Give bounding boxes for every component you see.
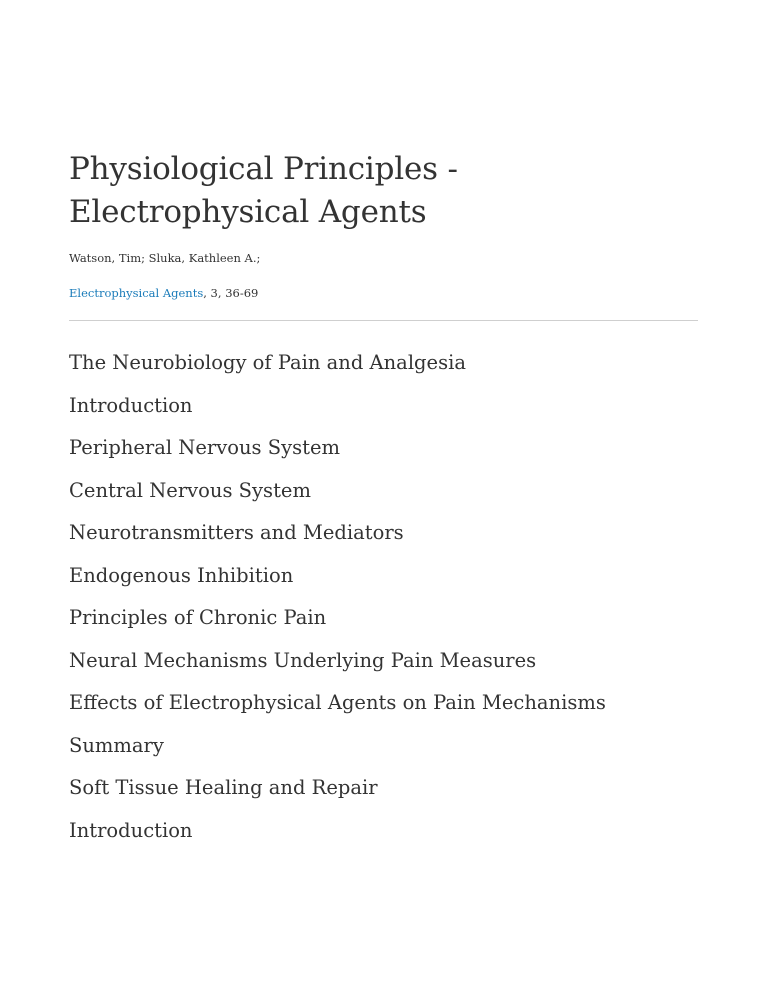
toc-item[interactable]: Endogenous Inhibition: [69, 563, 294, 587]
article-page: [69, 148, 698, 852]
toc-item[interactable]: Neurotransmitters and Mediators: [69, 521, 404, 544]
toc-item[interactable]: Introduction: [69, 818, 193, 842]
toc-item[interactable]: Principles of Chronic Pain: [69, 606, 327, 629]
article-title: Physiological Principles - Electrophysical Agents: [69, 151, 458, 230]
divider: [69, 320, 698, 321]
source-link[interactable]: Electrophysical Agents: [69, 286, 204, 300]
article-citation: [69, 285, 698, 301]
toc-item[interactable]: Central Nervous System: [69, 478, 311, 502]
toc-item[interactable]: Effects of Electrophysical Agents on Pain Mechanisms: [69, 691, 606, 714]
toc-item[interactable]: Peripheral Nervous System: [69, 436, 341, 459]
table-of-contents: [69, 342, 698, 852]
toc-item[interactable]: Neural Mechanisms Underlying Pain Measures: [69, 648, 537, 672]
toc-item[interactable]: Summary: [69, 733, 164, 757]
article-authors: Watson, Tim; Sluka, Kathleen A.;: [69, 251, 261, 265]
citation-details: , 3, 36-69: [203, 286, 259, 300]
toc-item[interactable]: The Neurobiology of Pain and Analgesia: [69, 351, 466, 374]
toc-item[interactable]: Soft Tissue Healing and Repair: [69, 776, 378, 799]
toc-item[interactable]: Introduction: [69, 393, 193, 417]
